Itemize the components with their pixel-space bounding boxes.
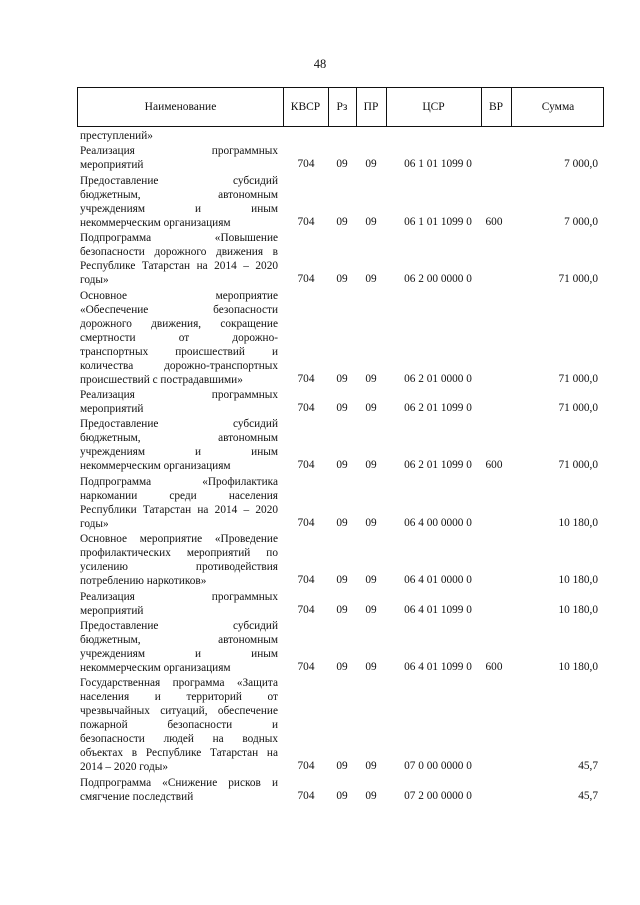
table-row [0,619,640,675]
cell-sum: 10 180,0 [558,603,598,616]
row-name-line: некоммерческим организациям [80,662,231,674]
row-name-line: некоммерческим организациям [80,216,231,229]
cell-csr: 06 1 01 1099 0 [404,158,472,171]
row-name-line: объектах в Республике Татарстан на [80,747,278,760]
row-name-line: Основное мероприятие [80,289,278,302]
row-name-line: бюджетным, автономным [80,188,278,201]
cell-rz: 09 [336,215,348,228]
row-name-line: преступлений» [80,130,153,142]
cell-pr: 09 [365,158,377,171]
cell-kvsr: 704 [297,273,315,286]
row-name-line: Реализация программных [80,590,278,603]
cell-pr: 09 [365,661,377,673]
row-name [80,174,278,230]
page-number: 48 [313,57,327,71]
cell-vr: 600 [485,215,503,228]
table-row [0,231,640,287]
cell-sum: 10 180,0 [558,574,598,587]
cell-pr: 09 [365,402,377,414]
cell-kvsr: 704 [297,459,315,472]
row-name-line: годы» [80,274,109,287]
cell-sum: 10 180,0 [558,516,598,529]
cell-sum: 7 000,0 [564,215,598,228]
row-name-line: некоммерческим организациям [80,460,231,473]
row-name-line: транспортных происшествий и [80,345,278,358]
cell-sum: 10 180,0 [558,661,598,673]
row-name-line: профилактических мероприятий по [80,547,278,560]
row-name-line: пожарной безопасности и [80,719,278,732]
cell-csr: 06 2 01 1099 0 [404,459,472,472]
row-name-line: Подпрограмма «Профилактика [80,475,278,488]
cell-csr: 06 2 01 0000 0 [404,372,472,385]
row-name-line: мероприятий [80,604,144,617]
cell-pr: 09 [365,516,377,529]
cell-sum: 7 000,0 [564,158,598,171]
cell-rz: 09 [336,789,348,802]
table-row [0,289,640,387]
row-name-line: учреждениям и иным [80,648,278,660]
row-name-line: «Обеспечение безопасности [80,303,278,316]
table-row [0,590,640,618]
row-name-line: Реализация программных [80,389,278,401]
row-name-line: мероприятий [80,159,144,172]
row-name [80,231,278,287]
cell-rz: 09 [336,459,348,472]
cell-pr: 09 [365,603,377,616]
row-name-line: Предоставление субсидий [80,620,278,632]
table-row [0,676,640,774]
row-name [80,776,278,804]
cell-kvsr: 704 [297,661,315,673]
row-name-line: безопасности дорожного движения в [80,246,278,259]
cell-rz: 09 [336,574,348,587]
table-row [0,174,640,230]
row-name [80,676,278,774]
cell-kvsr: 704 [297,402,315,414]
cell-kvsr: 704 [297,516,315,529]
row-name-line: Подпрограмма «Повышение [80,232,278,245]
row-name-line: 2014 – 2020 годы» [80,761,168,774]
cell-csr: 06 4 01 0000 0 [404,574,472,587]
cell-pr: 09 [365,760,377,773]
cell-kvsr: 704 [297,215,315,228]
cell-kvsr: 704 [297,789,315,802]
cell-kvsr: 704 [297,372,315,385]
row-name-line: Предоставление субсидий [80,418,278,431]
header-name: Наименование [144,101,217,113]
table-row [0,776,640,804]
header-sum: Сумма [541,101,575,113]
cell-sum: 45,7 [578,789,598,802]
row-name-line: чрезвычайных ситуаций, обеспечение [80,705,278,718]
cell-kvsr: 704 [297,760,315,773]
header-csr: ЦСР [422,101,445,113]
row-name-line: бюджетным, автономным [80,634,278,646]
cell-csr: 06 2 01 1099 0 [404,402,472,414]
cell-rz: 09 [336,760,348,773]
row-name [80,129,278,143]
cell-rz: 09 [336,158,348,171]
cell-pr: 09 [365,459,377,472]
table-row [0,129,640,143]
table-row [0,144,640,172]
row-name-line: потреблению наркотиков» [80,575,207,588]
table-row [0,388,640,416]
row-name [80,619,278,675]
row-name-line: смягчение последствий [80,790,194,803]
row-name-line: количества дорожно-транспортных [80,359,278,372]
cell-vr: 600 [485,459,503,472]
row-name-line: усилению противодействия [80,561,278,574]
row-name [80,144,278,172]
cell-pr: 09 [365,215,377,228]
row-name-line: дорожного движения, сокращение [80,317,278,330]
table-row [0,417,640,473]
row-name [80,417,278,473]
row-name-line: мероприятий [80,403,144,415]
row-name-line: смертности от дорожно- [80,331,278,344]
cell-pr: 09 [365,273,377,286]
header-rz: Рз [336,101,348,113]
row-name-line: Республики Татарстан на 2014 – 2020 [80,503,278,516]
cell-pr: 09 [365,372,377,385]
cell-csr: 06 1 01 1099 0 [404,215,472,228]
row-name [80,289,278,387]
cell-pr: 09 [365,789,377,802]
cell-sum: 71 000,0 [558,273,598,286]
cell-rz: 09 [336,661,348,673]
cell-kvsr: 704 [297,603,315,616]
row-name-line: учреждениям и иным [80,446,278,459]
header-pr: ПР [363,101,379,113]
cell-sum: 45,7 [578,760,598,773]
row-name-line: наркомании среди населения [80,489,278,502]
cell-vr: 600 [485,661,503,673]
row-name-line: Реализация программных [80,145,278,158]
row-name-line: происшествий с пострадавшими» [80,373,243,386]
cell-rz: 09 [336,273,348,286]
cell-csr: 06 2 00 0000 0 [404,273,472,286]
cell-csr: 07 2 00 0000 0 [404,789,472,802]
row-name-line: населения и территорий от [80,691,278,704]
table-header [77,87,604,127]
cell-csr: 06 4 01 1099 0 [404,661,472,673]
header-kvsr: КВСР [290,101,321,113]
cell-rz: 09 [336,603,348,616]
row-name [80,532,278,588]
row-name-line: годы» [80,517,109,530]
header-vr: ВР [488,101,504,113]
cell-kvsr: 704 [297,158,315,171]
row-name-line: Подпрограмма «Снижение рисков и [80,776,278,789]
row-name [80,590,278,618]
row-name [80,388,278,416]
table-row [0,475,640,531]
cell-sum: 71 000,0 [558,372,598,385]
row-name-line: бюджетным, автономным [80,432,278,445]
cell-sum: 71 000,0 [558,459,598,472]
cell-csr: 06 4 01 1099 0 [404,603,472,616]
cell-rz: 09 [336,516,348,529]
row-name-line: учреждениям и иным [80,202,278,215]
cell-rz: 09 [336,402,348,414]
row-name-line: Предоставление субсидий [80,174,278,187]
row-name-line: Республике Татарстан на 2014 – 2020 [80,260,278,273]
table-row [0,532,640,588]
cell-csr: 07 0 00 0000 0 [404,760,472,773]
row-name-line: Государственная программа «Защита [80,677,278,690]
cell-kvsr: 704 [297,574,315,587]
cell-csr: 06 4 00 0000 0 [404,516,472,529]
row-name-line: Основное мероприятие «Проведение [80,533,278,546]
cell-rz: 09 [336,372,348,385]
cell-sum: 71 000,0 [558,402,598,414]
row-name [80,475,278,531]
row-name-line: безопасности людей на водных [80,733,278,746]
cell-pr: 09 [365,574,377,587]
